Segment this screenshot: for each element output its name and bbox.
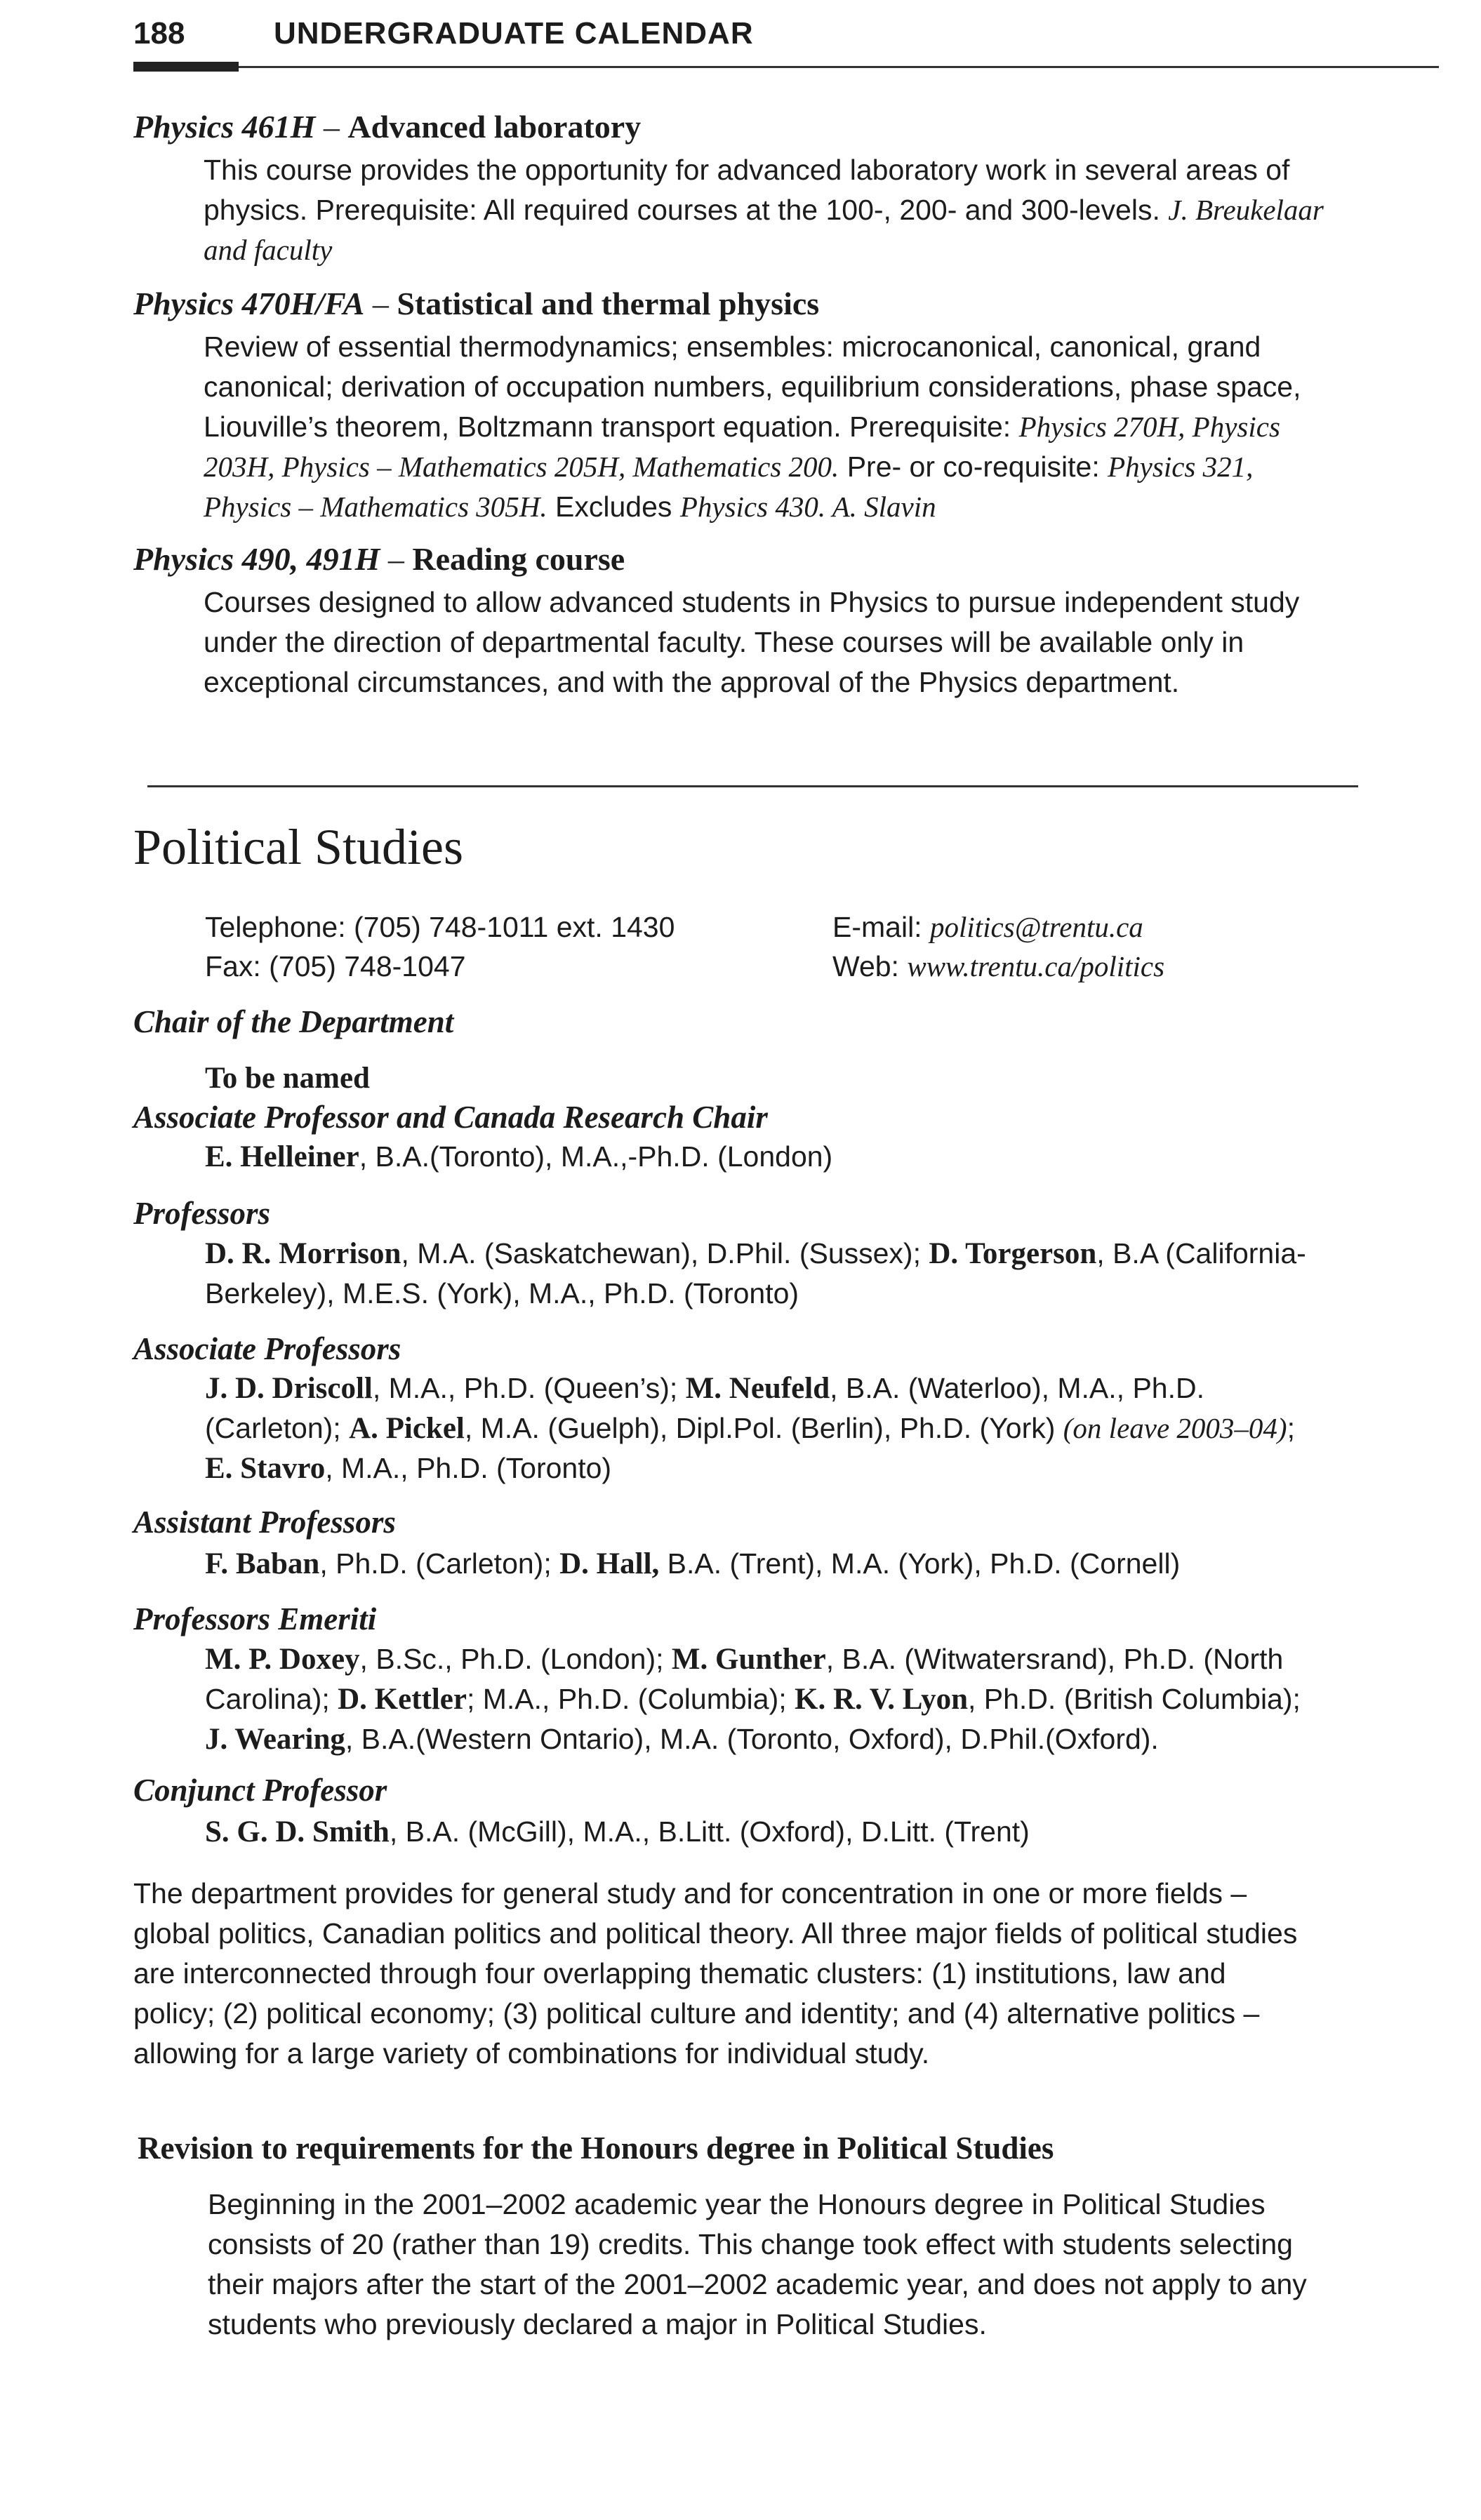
course-desc-470h	[204, 327, 1301, 527]
staff-professors: D. R. Morrison, M.A. (Saskatchewan), D.Phil. (Sussex); D. Torgerson, B.A (California- Berkeley), M.E.S. (York), M.A., Ph.D. (Toronto)	[205, 1237, 1306, 1309]
desc-line: Review of essential thermodynamics; ensembles: microcanonical, canonical, grand	[204, 331, 1261, 363]
desc-line: exceptional circumstances, and with the approval of the Physics department.	[204, 666, 1180, 698]
desc-line: consists of 20 (rather than 19) credits. This change took effect with students selecting	[208, 2228, 1293, 2260]
course-name: Statistical and thermal physics	[397, 286, 820, 321]
course-name: Reading course	[412, 541, 625, 577]
staff-associate: J. D. Driscoll, M.A., Ph.D. (Queen’s); M. Neufeld, B.A. (Waterloo), M.A., Ph.D. (Carleton); A. Pickel, M.A. (Guelph), Dipl.Pol. (Berlin), Ph.D. (York) (on leave 2003–04); E. Stavro, M.A., Ph.D. (Toronto)	[205, 1372, 1295, 1485]
staff-assistant: F. Baban, Ph.D. (Carleton); D. Hall, B.A. (Trent), M.A. (York), Ph.D. (Cornell)	[205, 1547, 1181, 1580]
desc-line: global politics, Canadian politics and political theory. All three major fields of political studies	[133, 1917, 1298, 1949]
course-code: Physics 470H/FA	[133, 286, 365, 321]
role-heading-associate: Associate Professors	[133, 1331, 401, 1366]
contact-phone-fax	[205, 907, 675, 986]
web-line: Web: www.trentu.ca/politics	[832, 950, 1165, 982]
role-heading-assistant: Assistant Professors	[133, 1505, 396, 1540]
desc-line: students who previously declared a major in Political Studies.	[208, 2308, 987, 2340]
desc-line: policy; (2) political economy; (3) political culture and identity; and (4) alternative politics –	[133, 1997, 1260, 2029]
desc-line: This course provides the opportunity for advanced laboratory work in several areas of	[204, 154, 1290, 186]
fax: Fax: (705) 748-1047	[205, 950, 466, 982]
desc-line: canonical; derivation of occupation numbers, equilibrium considerations, phase space,	[204, 371, 1301, 403]
course-desc-461h	[204, 150, 1324, 270]
desc-line: physics. Prerequisite: All required courses at the 100-, 200- and 300-levels. J. Breukelaar	[204, 194, 1324, 226]
course-desc-490	[204, 582, 1299, 702]
role-heading-chair: Chair of the Department	[133, 1004, 454, 1039]
page-number: 188	[133, 16, 185, 51]
section-divider	[147, 785, 1358, 787]
desc-line: The department provides for general study and for concentration in one or more fields –	[133, 1877, 1247, 1909]
desc-line: 203H, Physics – Mathematics 205H, Mathematics 200. Pre- or co-requisite: Physics 321,	[204, 451, 1254, 483]
email-line: E-mail: politics@trentu.ca	[832, 911, 1143, 943]
course-title-470h	[133, 284, 819, 324]
telephone: Telephone: (705) 748-1011 ext. 1430	[205, 911, 675, 943]
running-title: UNDERGRADUATE CALENDAR	[274, 16, 754, 51]
role-heading-emeriti: Professors Emeriti	[133, 1601, 377, 1636]
header-rule-thick	[133, 62, 239, 72]
email-link[interactable]: politics@trentu.ca	[929, 911, 1143, 943]
web-link[interactable]: www.trentu.ca/politics	[907, 950, 1165, 982]
title-dash: –	[387, 541, 413, 577]
department-description	[133, 1874, 1297, 2074]
desc-line: allowing for a large variety of combinations for individual study.	[133, 2037, 930, 2069]
contact-online	[832, 907, 1164, 986]
staff-chair: To be named	[205, 1062, 370, 1095]
title-dash: –	[323, 109, 348, 145]
desc-line: Liouville’s theorem, Boltzmann transport equation. Prerequisite: Physics 270H, Physics	[204, 411, 1280, 443]
title-dash: –	[372, 286, 397, 321]
revision-heading: Revision to requirements for the Honours degree in Political Studies	[138, 2131, 1054, 2166]
course-title-461h	[133, 107, 641, 147]
course-code: Physics 490, 491H	[133, 541, 380, 577]
staff-crc: E. Helleiner, B.A.(Toronto), M.A.,-Ph.D. (London)	[205, 1140, 833, 1173]
course-title-490	[133, 539, 625, 580]
page-header	[133, 4, 1439, 67]
staff-conjunct: S. G. D. Smith, B.A. (McGill), M.A., B.Litt. (Oxford), D.Litt. (Trent)	[205, 1815, 1030, 1848]
header-rule-thin	[239, 66, 1439, 68]
course-name: Advanced laboratory	[347, 109, 642, 145]
course-code: Physics 461H	[133, 109, 316, 145]
desc-line: Physics – Mathematics 305H. Excludes Physics 430. A. Slavin	[204, 491, 936, 523]
staff-emeriti: M. P. Doxey, B.Sc., Ph.D. (London); M. Gunther, B.A. (Witwatersrand), Ph.D. (North Carolina); D. Kettler; M.A., Ph.D. (Columbia); K. R. V. Lyon, Ph.D. (British Columbia); J. Wearing, B.A.(Western Ontario), M.A. (Toronto, Oxford), D.Phil.(Oxford).	[205, 1643, 1301, 1756]
desc-line: are interconnected through four overlapping thematic clusters: (1) institutions, law and	[133, 1957, 1226, 1989]
instructor: J. Breukelaar	[1168, 194, 1324, 226]
desc-line: their majors after the start of the 2001–2002 academic year, and does not apply to any	[208, 2268, 1307, 2300]
department-title: Political Studies	[133, 819, 464, 875]
desc-line: under the direction of departmental faculty. These courses will be available only in	[204, 626, 1244, 658]
desc-line: Courses designed to allow advanced students in Physics to pursue independent study	[204, 586, 1300, 618]
revision-body	[208, 2185, 1307, 2345]
desc-line: and faculty	[204, 234, 333, 266]
role-heading-professors: Professors	[133, 1196, 271, 1231]
desc-line: Beginning in the 2001–2002 academic year the Honours degree in Political Studies	[208, 2188, 1266, 2220]
role-heading-crc: Associate Professor and Canada Research Chair	[133, 1100, 768, 1135]
role-heading-conjunct: Conjunct Professor	[133, 1773, 387, 1808]
